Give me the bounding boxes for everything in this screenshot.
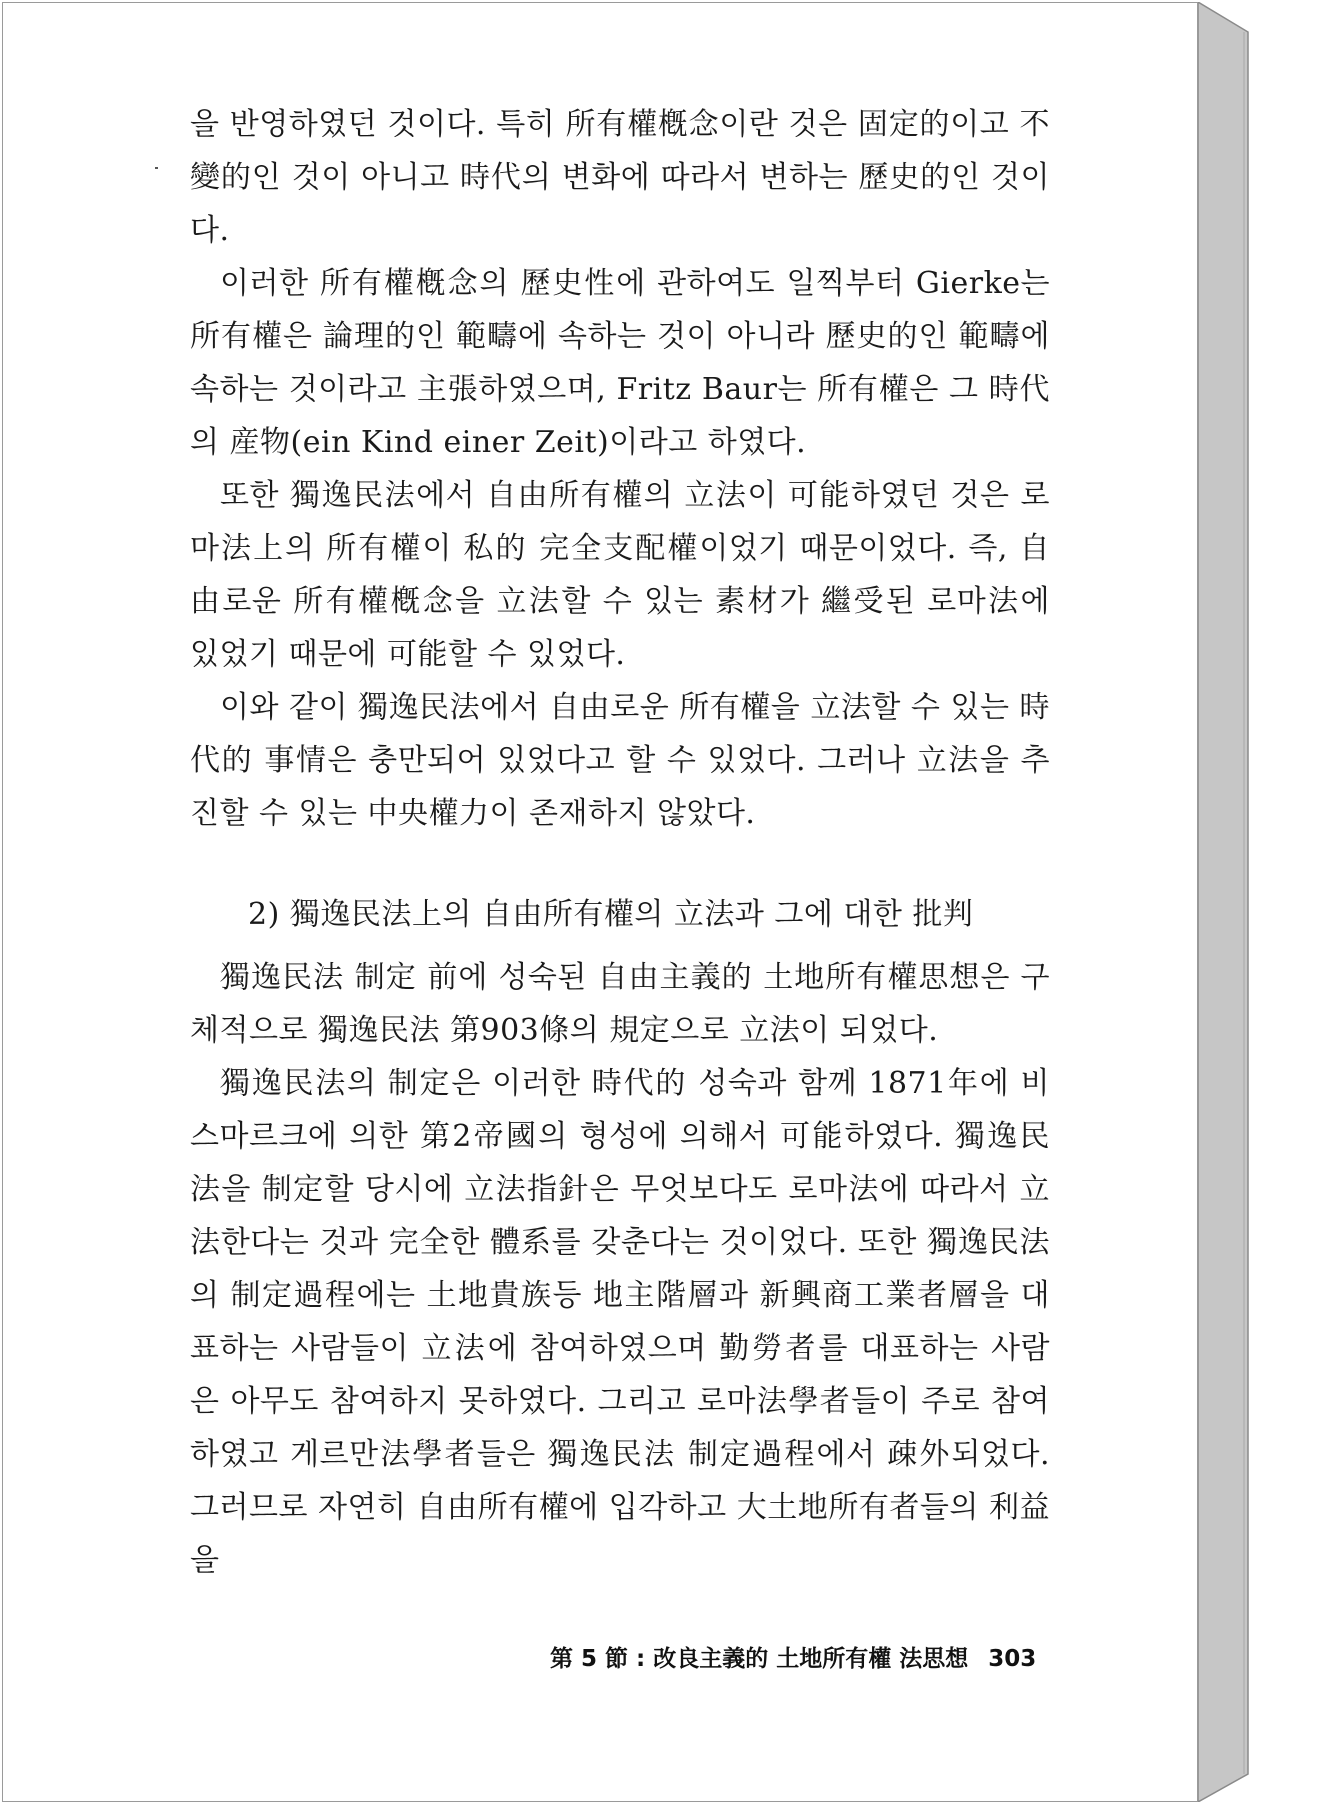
- paragraph-6: 獨逸民法의 制定은 이러한 時代的 성숙과 함께 1871年에 비스마르크에 의한 第2帝國의 형성에 의해서 可能하였다. 獨逸民法을 制定할 당시에 立法指針은 무엇보다도 로마法에 따라서 立法한다는 것과 完全한 體系를 갖춘다는 것이었다. 또한 獨逸民法의 制定過程에는 土地貴族등 地主階層과 新興商工業者層을 대표하는 사람들이 立法에 참여하였으며 勤勞者를 대표하는 사람은 아무도 참여하지 못하였다. 그리고 로마法學者들이 주로 참여하였고 게르만法學者들은 獨逸民法 制定過程에서 疎外되었다. 그러므로 자연히 自由所有權에 입각하고 大土地所有者들의 利益을: [190, 1066, 1050, 1578]
- paragraph-5: 獨逸民法 制定 前에 성숙된 自由主義的 土地所有權思想은 구체적으로 獨逸民法 第903條의 規定으로 立法이 되었다.: [190, 960, 1050, 1048]
- scan-speck: [155, 167, 158, 169]
- paragraph-3: 또한 獨逸民法에서 自由所有權의 立法이 可能하였던 것은 로마法上의 所有權이 私的 完全支配權이었기 때문이었다. 즉, 自由로운 所有權槪念을 立法할 수 있는 素材가 繼受된 로마法에 있었기 때문에 可能할 수 있었다.: [190, 478, 1050, 672]
- running-title: 第 5 節 : 改良主義的 土地所有權 法思想: [550, 1646, 969, 1672]
- paragraph-4: 이와 같이 獨逸民法에서 自由로운 所有權을 立法할 수 있는 時代的 事情은 충만되어 있었다고 할 수 있었다. 그러나 立法을 추진할 수 있는 中央權力이 존재하지 않았다.: [190, 690, 1050, 831]
- section-heading: 2) 獨逸民法上의 自由所有權의 立法과 그에 대한 批判: [248, 897, 974, 932]
- body-text: [190, 98, 1050, 1587]
- book-page-edge: [1198, 2, 1254, 1802]
- paragraph-1: 을 반영하였던 것이다. 특히 所有權槪念이란 것은 固定的이고 不變的인 것이 아니고 時代의 변화에 따라서 변하는 歷史的인 것이다.: [190, 107, 1050, 248]
- paragraph-2: 이러한 所有權槪念의 歷史性에 관하여도 일찍부터 Gierke는 所有權은 論理的인 範疇에 속하는 것이 아니라 歷史的인 範疇에 속하는 것이라고 主張하였으며, Fritz Baur는 所有權은 그 時代의 産物(ein Kind einer Zeit)이라고 하였다.: [190, 266, 1050, 460]
- page-number: 303: [988, 1646, 1037, 1672]
- page-footer: [550, 1640, 1037, 1673]
